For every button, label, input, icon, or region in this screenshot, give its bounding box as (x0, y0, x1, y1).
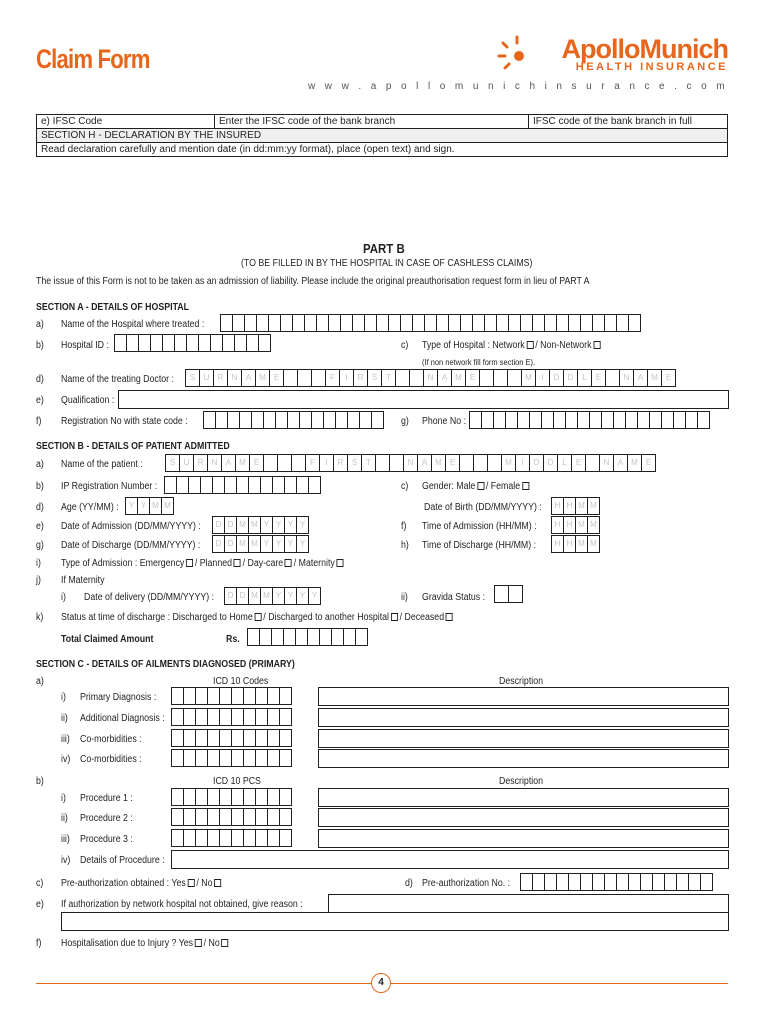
char-box[interactable]: M (521, 369, 536, 387)
char-box[interactable]: E (445, 454, 460, 472)
item-label: iv) (61, 855, 71, 866)
char-box[interactable]: L (557, 454, 572, 472)
item-label: f) (36, 938, 42, 949)
doctor-name-label: Name of the treating Doctor : (61, 374, 174, 385)
char-box[interactable]: A (241, 369, 256, 387)
delivery-date-label: Date of delivery (DD/MM/YYYY) : (84, 592, 215, 603)
gender-label (422, 481, 531, 492)
char-box[interactable]: I (535, 369, 550, 387)
rs-label: Rs. (226, 634, 240, 645)
preauth-yes-option: Pre-authorization obtained : Yes (61, 878, 186, 889)
char-box[interactable]: A (221, 454, 236, 472)
char-box[interactable]: E (465, 369, 480, 387)
section-b-heading: SECTION B - DETAILS OF PATIENT ADMITTED (36, 441, 230, 452)
char-box[interactable]: M (647, 369, 662, 387)
item-label: c) (401, 481, 409, 492)
char-box[interactable]: L (577, 369, 592, 387)
phone-label: Phone No : (422, 416, 467, 427)
procedure-3-pcs-boxes[interactable] (171, 829, 291, 847)
char-box[interactable]: Y (296, 516, 309, 534)
total-amount-boxes[interactable] (247, 628, 367, 646)
registration-no-label: Registration No with state code : (61, 416, 188, 427)
admission-date-label: Date of Admission (DD/MM/YYYY) : (61, 521, 201, 532)
char-box[interactable]: M (255, 369, 270, 387)
item-label: g) (401, 416, 409, 427)
char-box[interactable] (409, 369, 424, 387)
item-label: e) (36, 899, 44, 910)
injury-no-checkbox[interactable] (222, 939, 229, 947)
item-label: iii) (61, 834, 70, 845)
section-h-heading: SECTION H - DECLARATION BY THE INSURED (37, 129, 728, 143)
maternity-label: If Maternity (61, 575, 105, 586)
icd10-pcs-header: ICD 10 PCS (213, 776, 261, 787)
char-box[interactable]: D (224, 587, 237, 605)
char-box[interactable]: E (591, 369, 606, 387)
char-box[interactable] (258, 334, 271, 352)
ip-registration-boxes[interactable] (164, 476, 320, 494)
char-box[interactable]: D (543, 454, 558, 472)
gravida-label: Gravida Status : (422, 592, 486, 603)
char-box[interactable]: M (149, 497, 162, 515)
char-box[interactable] (459, 454, 474, 472)
char-box[interactable] (473, 454, 488, 472)
admission-date-boxes[interactable] (212, 516, 308, 534)
registration-no-boxes[interactable] (203, 411, 383, 429)
char-box[interactable] (355, 628, 368, 646)
char-box[interactable] (279, 708, 292, 726)
delivery-date-boxes[interactable] (224, 587, 320, 605)
char-box[interactable]: D (236, 587, 249, 605)
injury-no-option: / No (203, 938, 220, 949)
item-label: d) (405, 878, 413, 889)
item-label: h) (401, 540, 409, 551)
procedure-2-pcs-boxes[interactable] (171, 808, 291, 826)
admission-time-boxes[interactable] (551, 516, 599, 534)
char-box[interactable] (375, 454, 390, 472)
ifsc-hint[interactable]: Enter the IFSC code of the bank branch (215, 115, 529, 129)
network-checkbox[interactable] (526, 341, 533, 349)
char-box[interactable]: S (165, 454, 180, 472)
discharged-home-checkbox[interactable] (255, 613, 262, 621)
char-box[interactable] (279, 749, 292, 767)
char-box[interactable]: D (563, 369, 578, 387)
char-box[interactable]: I (339, 369, 354, 387)
declaration-text: Read declaration carefully and mention date (in dd:mm:yy format), place (open text) and sign. (37, 143, 728, 157)
emergency-option: Type of Admission : Emergency (61, 558, 185, 569)
char-box[interactable]: F (305, 454, 320, 472)
char-box[interactable] (311, 369, 326, 387)
preauth-no-checkbox[interactable] (214, 879, 221, 887)
website-url: w w w . a p o l l o m u n i c h i n s u r a n c e . c o m (308, 81, 728, 92)
char-box[interactable]: R (213, 369, 228, 387)
injury-label (61, 938, 230, 949)
part-b-title: PART B (363, 241, 405, 256)
char-box[interactable]: Y (308, 587, 321, 605)
discharge-status-label (61, 612, 455, 623)
char-box[interactable]: M (248, 516, 261, 534)
char-box[interactable]: D (529, 454, 544, 472)
char-box[interactable]: A (417, 454, 432, 472)
char-box[interactable]: S (347, 454, 362, 472)
hospital-type-label (422, 340, 602, 351)
char-box[interactable] (279, 808, 292, 826)
item-label: a) (36, 676, 44, 687)
total-claimed-label: Total Claimed Amount (61, 634, 154, 645)
char-box[interactable]: E (641, 454, 656, 472)
additional-diagnosis-icd-boxes[interactable] (171, 708, 291, 726)
char-box[interactable]: M (451, 369, 466, 387)
admission-type-label (61, 558, 345, 569)
char-box[interactable]: I (515, 454, 530, 472)
hospital-name-boxes[interactable] (220, 314, 640, 332)
primary-diagnosis-icd-boxes[interactable] (171, 687, 291, 705)
brand-subtitle: HEALTH INSURANCE (575, 61, 728, 73)
procedure-1-label: Procedure 1 : (80, 793, 133, 804)
section-c-heading: SECTION C - DETAILS OF AILMENTS DIAGNOSED (PRIMARY) (36, 659, 295, 670)
male-checkbox[interactable] (477, 482, 484, 490)
char-box[interactable]: Y (260, 516, 273, 534)
char-box[interactable]: R (193, 454, 208, 472)
procedure-1-description[interactable] (318, 788, 729, 807)
char-box[interactable]: Y (125, 497, 138, 515)
char-box[interactable] (700, 873, 713, 891)
char-box[interactable] (291, 454, 306, 472)
item-label: c) (36, 878, 44, 889)
char-box[interactable] (277, 454, 292, 472)
char-box[interactable]: R (333, 454, 348, 472)
char-box[interactable]: M (236, 516, 249, 534)
discharge-time-label: Time of Discharge (HH/MM) : (422, 540, 537, 551)
admission-time-label: Time of Admission (HH/MM) : (422, 521, 537, 532)
char-box[interactable]: Y (284, 516, 297, 534)
discharge-date-boxes[interactable] (212, 535, 308, 553)
char-box[interactable]: U (199, 369, 214, 387)
preauth-obtained-label (61, 878, 223, 889)
section-a-heading: SECTION A - DETAILS OF HOSPITAL (36, 302, 190, 313)
ip-registration-label: IP Registration Number : (61, 481, 158, 492)
char-box[interactable]: M (627, 454, 642, 472)
char-box[interactable]: D (212, 516, 225, 534)
comorbidities-2-icd-boxes[interactable] (171, 749, 291, 767)
char-box[interactable]: A (633, 369, 648, 387)
comorbidities-1-label: Co-morbidities : (80, 734, 142, 745)
item-label: c) (401, 340, 409, 351)
item-label: d) (36, 374, 44, 385)
item-label: ii) (61, 713, 68, 724)
char-box[interactable] (507, 369, 522, 387)
char-box[interactable]: E (269, 369, 284, 387)
comorbidities-1-description[interactable] (318, 729, 729, 748)
qualification-input[interactable] (118, 390, 729, 409)
item-label: ii) (61, 813, 68, 824)
char-box[interactable]: M (431, 454, 446, 472)
maternity-checkbox[interactable] (337, 559, 344, 567)
dob-boxes[interactable] (551, 497, 599, 515)
deceased-checkbox[interactable] (446, 613, 453, 621)
description-header-2: Description (499, 776, 544, 787)
char-box[interactable] (493, 369, 508, 387)
procedure-1-pcs-boxes[interactable] (171, 788, 291, 806)
hospital-id-label: Hospital ID : (61, 340, 109, 351)
item-label: b) (36, 776, 44, 787)
char-box[interactable]: M (161, 497, 174, 515)
part-b-note: The issue of this Form is not to be taken as an admission of liability. Please include the original preauthorisation request form in lieu of PART A (36, 276, 590, 287)
hospital-name-label: Name of the Hospital where treated : (61, 319, 205, 330)
char-box[interactable]: Y (284, 535, 297, 553)
char-box[interactable]: M (575, 535, 588, 553)
procedure-details-label: Details of Procedure : (80, 855, 165, 866)
char-box[interactable]: A (437, 369, 452, 387)
char-box[interactable]: A (613, 454, 628, 472)
char-box[interactable] (389, 454, 404, 472)
char-box[interactable] (371, 411, 384, 429)
item-label: i) (61, 592, 66, 603)
char-box[interactable]: N (599, 454, 614, 472)
item-label: f) (36, 416, 42, 427)
maternity-option: / Maternity (293, 558, 335, 569)
char-box[interactable]: Y (272, 516, 285, 534)
phone-boxes[interactable] (469, 411, 709, 429)
char-box[interactable]: Y (137, 497, 150, 515)
item-label: e) (36, 521, 44, 532)
procedure-2-label: Procedure 2 : (80, 813, 133, 824)
char-box[interactable]: E (661, 369, 676, 387)
char-box[interactable]: M (501, 454, 516, 472)
primary-diagnosis-label: Primary Diagnosis : (80, 692, 157, 703)
discharge-date-label: Date of Discharge (DD/MM/YYYY) : (61, 540, 201, 551)
ifsc-full[interactable]: IFSC code of the bank branch in full (529, 115, 728, 129)
daycare-option: / Day-care (242, 558, 284, 569)
char-box[interactable]: D (549, 369, 564, 387)
hospital-id-boxes[interactable] (114, 334, 270, 352)
char-box[interactable]: N (423, 369, 438, 387)
char-box[interactable]: H (563, 535, 576, 553)
char-box[interactable]: M (587, 497, 600, 515)
char-box[interactable] (263, 454, 278, 472)
additional-diagnosis-label: Additional Diagnosis : (80, 713, 165, 724)
char-box[interactable]: N (403, 454, 418, 472)
item-label: k) (36, 612, 44, 623)
patient-name-boxes[interactable] (165, 454, 655, 472)
char-box[interactable]: D (224, 535, 237, 553)
char-box[interactable] (697, 411, 710, 429)
char-box[interactable]: D (212, 535, 225, 553)
procedure-3-label: Procedure 3 : (80, 834, 133, 845)
discharged-hospital-option: / Discharged to another Hospital (263, 612, 390, 623)
char-box[interactable]: M (575, 516, 588, 534)
char-box[interactable]: M (260, 587, 273, 605)
discharged-home-option: Status at time of discharge : Discharged to Home (61, 612, 253, 623)
injury-yes-option: Hospitalisation due to Injury ? Yes (61, 938, 194, 949)
item-label: iv) (61, 754, 71, 765)
char-box[interactable] (279, 687, 292, 705)
additional-diagnosis-description[interactable] (318, 708, 729, 727)
char-box[interactable] (279, 729, 292, 747)
char-box[interactable] (494, 585, 509, 603)
char-box[interactable]: Y (296, 535, 309, 553)
qualification-label: Qualification : (61, 395, 115, 406)
page-title: Claim Form (36, 44, 150, 74)
char-box[interactable] (279, 788, 292, 806)
no-authorization-reason-input[interactable] (328, 894, 729, 913)
char-box[interactable] (479, 369, 494, 387)
char-box[interactable]: T (381, 369, 396, 387)
char-box[interactable]: U (179, 454, 194, 472)
char-box[interactable] (297, 369, 312, 387)
preauth-number-boxes[interactable] (520, 873, 712, 891)
char-box[interactable]: Y (272, 587, 285, 605)
char-box[interactable]: F (325, 369, 340, 387)
gravida-boxes[interactable] (494, 585, 522, 603)
planned-checkbox[interactable] (234, 559, 241, 567)
dob-label: Date of Birth (DD/MM/YYYY) : (424, 502, 542, 513)
char-box[interactable]: H (551, 497, 564, 515)
char-box[interactable]: S (185, 369, 200, 387)
female-option: / Female (485, 481, 521, 492)
item-label: b) (36, 340, 44, 351)
item-label: i) (36, 558, 41, 569)
page-number: 4 (371, 973, 391, 993)
daycare-checkbox[interactable] (285, 559, 292, 567)
char-box[interactable] (628, 314, 641, 332)
char-box[interactable]: Y (260, 535, 273, 553)
char-box[interactable]: M (587, 535, 600, 553)
char-box[interactable]: M (248, 535, 261, 553)
network-option: Type of Hospital : Network (422, 340, 525, 351)
char-box[interactable]: E (571, 454, 586, 472)
char-box[interactable]: T (361, 454, 376, 472)
primary-diagnosis-description[interactable] (318, 687, 729, 706)
char-box[interactable]: H (551, 516, 564, 534)
comorbidities-1-icd-boxes[interactable] (171, 729, 291, 747)
item-label: g) (36, 540, 44, 551)
non-network-note: (If non network fill form section E). (422, 357, 536, 367)
char-box[interactable]: D (224, 516, 237, 534)
age-label: Age (YY/MM) : (61, 502, 119, 513)
char-box[interactable]: M (587, 516, 600, 534)
procedure-details-input[interactable] (171, 850, 729, 869)
char-box[interactable]: N (619, 369, 634, 387)
char-box[interactable]: S (367, 369, 382, 387)
char-box[interactable] (487, 454, 502, 472)
emergency-checkbox[interactable] (186, 559, 193, 567)
age-boxes[interactable] (125, 497, 173, 515)
char-box[interactable]: N (207, 454, 222, 472)
char-box[interactable]: R (353, 369, 368, 387)
non-network-option: / Non-Network (535, 340, 592, 351)
char-box[interactable]: N (227, 369, 242, 387)
apollo-sun-logo-icon (497, 34, 537, 78)
char-box[interactable] (279, 829, 292, 847)
male-option: Gender: Male (422, 481, 476, 492)
item-label: d) (36, 502, 44, 513)
char-box[interactable] (585, 454, 600, 472)
preauth-number-label: Pre-authorization No. : (422, 878, 511, 889)
char-box[interactable]: M (235, 454, 250, 472)
item-label: iii) (61, 734, 70, 745)
char-box[interactable]: M (236, 535, 249, 553)
item-label: ii) (401, 592, 408, 603)
discharged-hospital-checkbox[interactable] (391, 613, 398, 621)
procedure-2-description[interactable] (318, 808, 729, 827)
item-label: e) (36, 395, 44, 406)
item-label: f) (401, 521, 407, 532)
char-box[interactable] (508, 585, 523, 603)
part-b-subtitle: (TO BE FILLED IN BY THE HOSPITAL IN CASE OF CASHLESS CLAIMS) (241, 258, 533, 269)
injury-yes-checkbox[interactable] (195, 939, 202, 947)
char-box[interactable]: H (563, 516, 576, 534)
no-authorization-reason-input-2[interactable] (61, 912, 729, 931)
procedure-3-description[interactable] (318, 829, 729, 848)
item-label: i) (61, 793, 66, 804)
item-label: j) (36, 575, 41, 586)
preauth-no-option: / No (196, 878, 213, 889)
item-label: b) (36, 481, 44, 492)
icd10-header: ICD 10 Codes (213, 676, 269, 687)
preauth-yes-checkbox[interactable] (188, 879, 195, 887)
char-box[interactable] (283, 369, 298, 387)
discharge-time-boxes[interactable] (551, 535, 599, 553)
comorbidities-2-label: Co-morbidities : (80, 754, 142, 765)
char-box[interactable]: M (248, 587, 261, 605)
char-box[interactable] (605, 369, 620, 387)
female-checkbox[interactable] (522, 482, 529, 490)
comorbidities-2-description[interactable] (318, 749, 729, 768)
ifsc-label: e) IFSC Code (37, 115, 215, 129)
bank-declaration-table (36, 114, 728, 157)
char-box[interactable]: H (563, 497, 576, 515)
char-box[interactable]: H (551, 535, 564, 553)
description-header: Description (499, 676, 544, 687)
char-box[interactable]: Y (272, 535, 285, 553)
item-label: i) (61, 692, 66, 703)
char-box[interactable]: E (249, 454, 264, 472)
char-box[interactable] (308, 476, 321, 494)
char-box[interactable] (395, 369, 410, 387)
patient-name-label: Name of the patient : (61, 459, 143, 470)
no-authorization-reason-label: If authorization by network hospital not obtained, give reason : (61, 899, 303, 910)
doctor-name-boxes[interactable] (185, 369, 675, 387)
char-box[interactable]: Y (284, 587, 297, 605)
non-network-checkbox[interactable] (593, 341, 600, 349)
brand-name: ApolloMunich (561, 34, 728, 64)
char-box[interactable]: M (575, 497, 588, 515)
char-box[interactable]: Y (296, 587, 309, 605)
item-label: a) (36, 459, 44, 470)
planned-option: / Planned (194, 558, 233, 569)
item-label: a) (36, 319, 44, 330)
char-box[interactable]: I (319, 454, 334, 472)
deceased-option: / Deceased (399, 612, 445, 623)
